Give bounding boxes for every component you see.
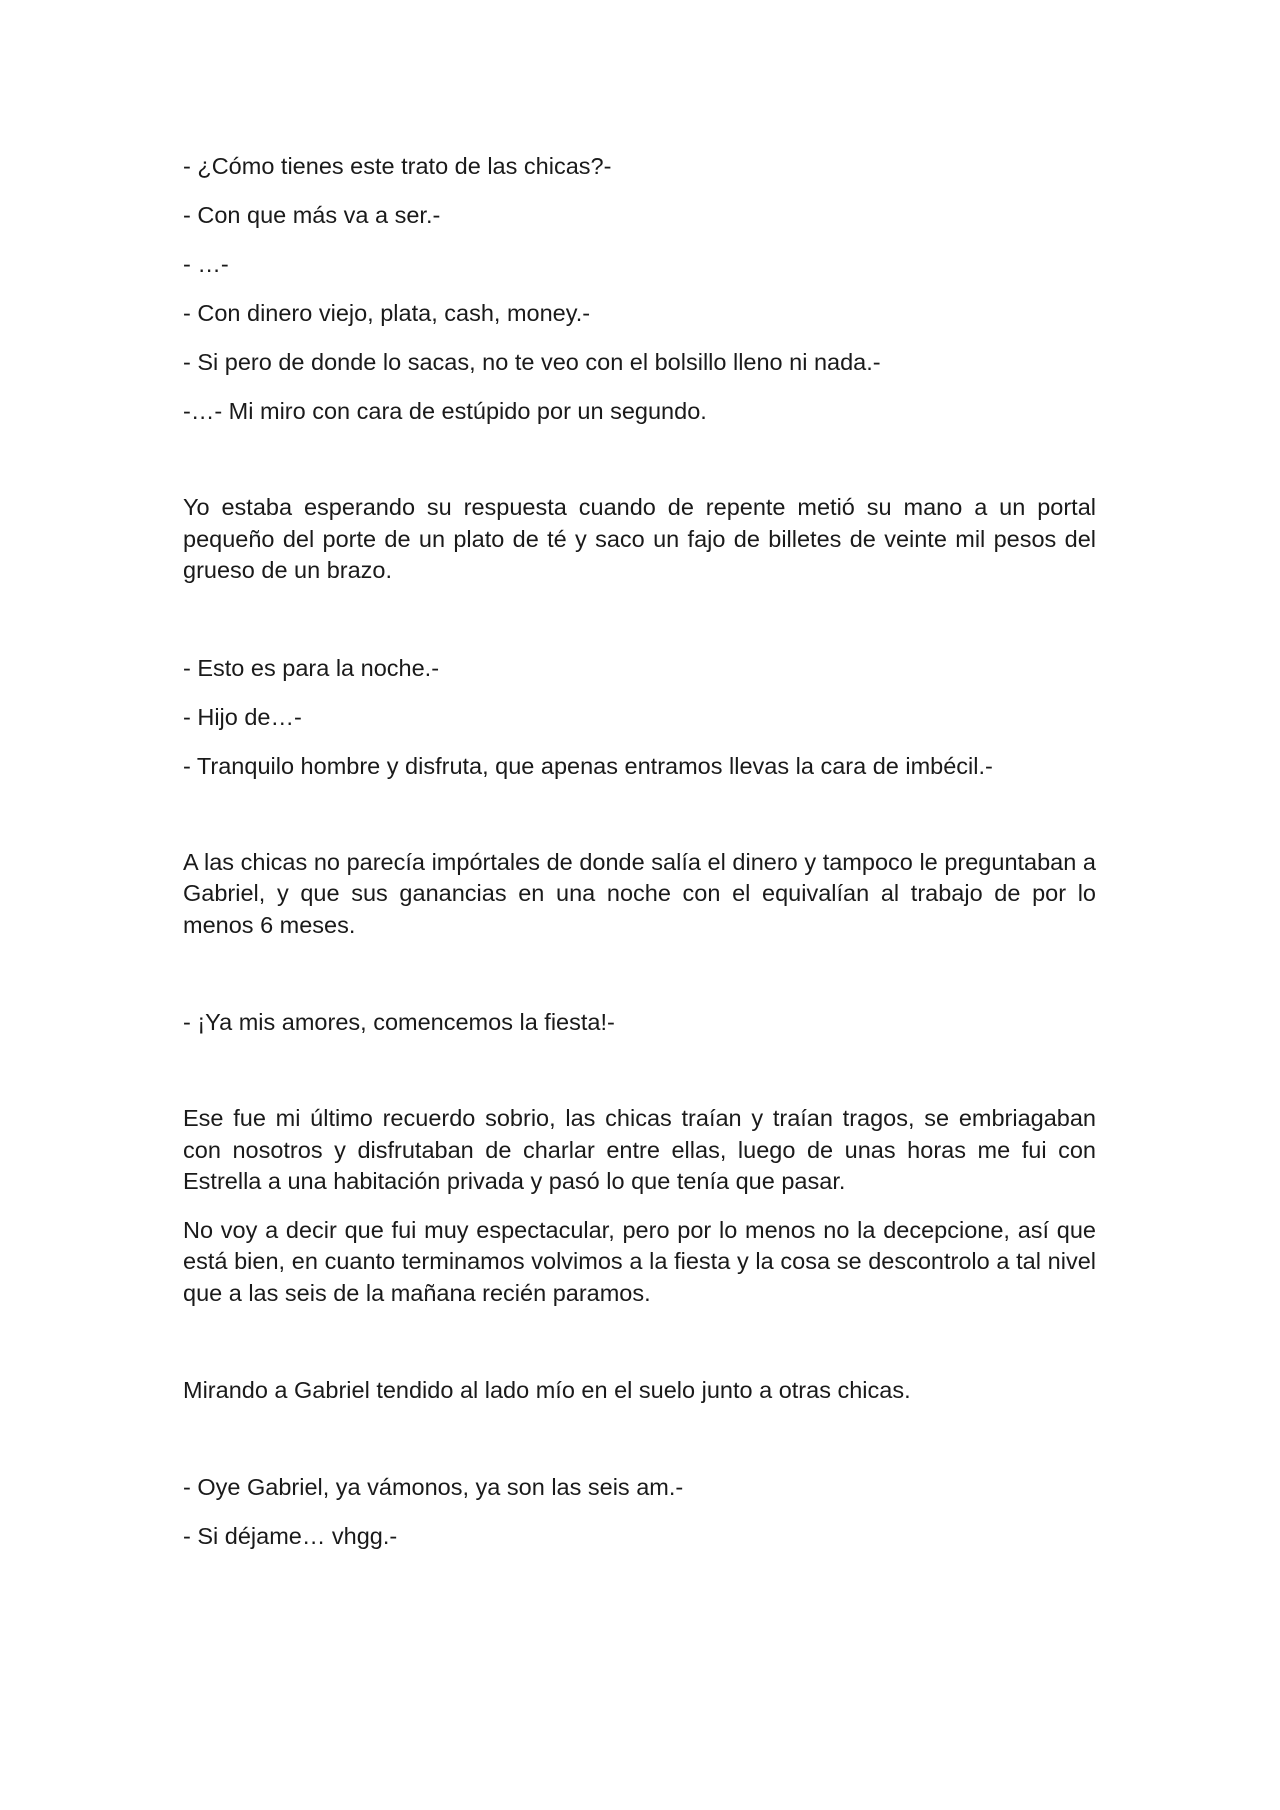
dialogue-line: - ¿Cómo tienes este trato de las chicas?-: [183, 153, 612, 179]
dialogue-line: - Oye Gabriel, ya vámonos, ya son las seis am.-: [183, 1474, 684, 1500]
narrative-paragraph: Yo estaba esperando su respuesta cuando de repente metió su mano a un portal pequeño del porte de un plato de té y saco un fajo de billetes de veinte mil pesos del grueso de un brazo.: [183, 494, 1096, 583]
dialogue-line: - Con que más va a ser.-: [183, 202, 441, 228]
dialogue-line: - Si pero de donde lo sacas, no te veo con el bolsillo lleno ni nada.-: [183, 349, 881, 375]
narrative-paragraph: A las chicas no parecía impórtales de donde salía el dinero y tampoco le preguntaban a Gabriel, y que sus ganancias en una noche con el equivalían al trabajo de por lo menos 6 meses.: [183, 848, 1096, 938]
dialogue-line: - ¡Ya mis amores, comencemos la fiesta!-: [183, 1009, 615, 1035]
dialogue-line: -…- Mi miro con cara de estúpido por un segundo.: [183, 398, 707, 424]
dialogue-line: - Con dinero viejo, plata, cash, money.-: [183, 300, 591, 326]
dialogue-line: - Si déjame… vhgg.-: [183, 1523, 398, 1549]
narrative-line: Mirando a Gabriel tendido al lado mío en el suelo junto a otras chicas.: [183, 1377, 911, 1403]
dialogue-line: - Hijo de…-: [183, 703, 302, 730]
dialogue-line: - Tranquilo hombre y disfruta, que apenas entramos llevas la cara de imbécil.-: [183, 752, 993, 779]
narrative-paragraph: No voy a decir que fui muy espectacular, pero por lo menos no la decepcione, así que está bien, en cuanto terminamos volvimos a la fiesta y la cosa se descontrolo a tal nivel que a las seis de la mañana recién paramos.: [183, 1216, 1096, 1306]
narrative-paragraph: Ese fue mi último recuerdo sobrio, las chicas traían y traían tragos, se embriagaban con nosotros y disfrutaban de charlar entre ellas, luego de unas horas me fui con Estrella a una habitación privada y pasó lo que tenía que pasar.: [183, 1105, 1096, 1194]
document-body: [183, 150, 1096, 1552]
dialogue-line: - …-: [183, 251, 229, 277]
dialogue-line: - Esto es para la noche.-: [183, 654, 440, 681]
